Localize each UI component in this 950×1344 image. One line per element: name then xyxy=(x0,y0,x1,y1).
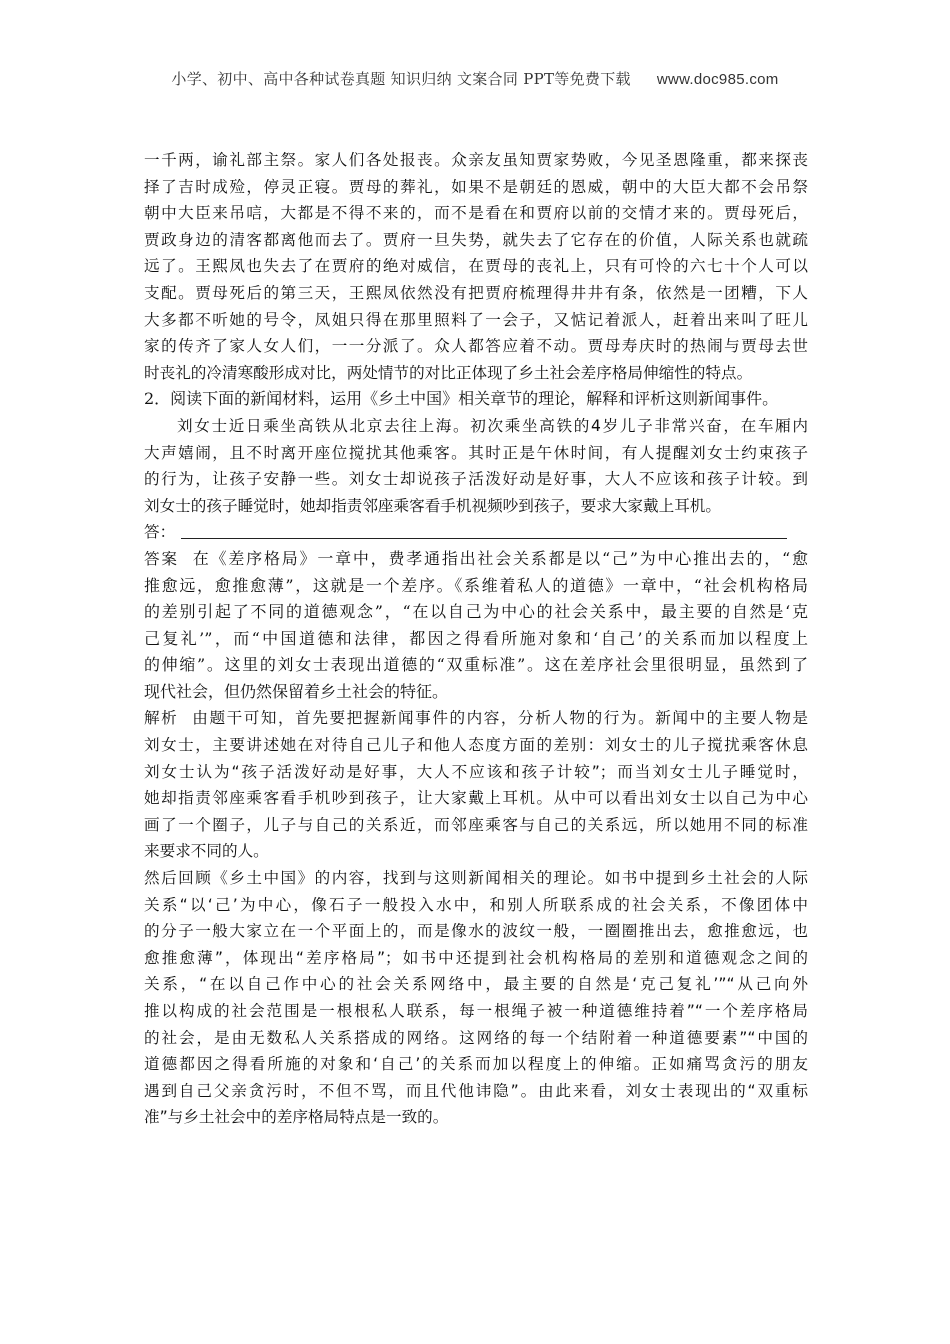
news-line: 大声嬉闹，且不时离开座位搅扰其他乘客。其时正是午休时间，有人提醒刘女士约束孩子 xyxy=(144,443,808,462)
question-2 xyxy=(144,386,808,546)
analysis-line: 关系“以‘己’为中心，像石子一般投入水中，和别人所联系成的社会关系，不像团体中 xyxy=(144,895,808,914)
passage-line: 支配。贾母死后的第三天，王熙凤依然没有把贾府梳理得井井有条，依然是一团糟，下人 xyxy=(144,283,808,302)
passage-line: 时丧礼的冷清寒酸形成对比，两处情节的对比正体现了乡土社会差序格局伸缩性的特点。 xyxy=(144,363,753,382)
passage-line: 远了。王熙凤也失去了在贾府的绝对威信，在贾母的丧礼上，只有可怜的六七十个人可以 xyxy=(144,257,808,276)
passage-line: 家的传齐了家人女人们，一一分派了。众人都答应着不动。贾母寿庆时的热闹与贾母去世 xyxy=(144,337,808,356)
news-line: 的行为，让孩子安静一些。刘女士却说孩子活泼好动是好事，大人不应该和孩子计较。到 xyxy=(144,470,808,489)
analysis-line: 关系，“在以自己作中心的社会关系网络中，最主要的自然是‘克己复礼’”“从己向外 xyxy=(144,975,808,994)
analysis-line: 遇到自己父亲贪污时，不但不骂，而且代他讳隐”。由此来看，刘女士表现出的“双重标 xyxy=(144,1081,808,1100)
analysis-line: 推以构成的社会范围是一根根私人联系，每一根绳子被一种道德维持着”“一个差序格局 xyxy=(144,1002,808,1020)
analysis-line: 来要求不同的人。 xyxy=(144,842,269,861)
answer-text: 在《差序格局》一章中，费孝通指出社会关系都是以“己”为中心推出去的，“愈 xyxy=(192,548,808,568)
analysis-line: 然后回顾《乡土中国》的内容，找到与这则新闻相关的理论。如书中提到乡土社会的人际 xyxy=(144,869,808,888)
analysis-section xyxy=(144,705,808,1131)
answer-section xyxy=(144,546,808,706)
passage-line: 择了吉时成殓，停灵正寝。贾母的葬礼，如果不是朝廷的恩威，朝中的大臣大都不会吊祭 xyxy=(144,177,808,196)
analysis-line: 她却指责邻座乘客看手机吵到孩子，让大家戴上耳机。从中可以看出刘女士以自己为中心 xyxy=(144,789,808,808)
passage-line: 朝中大臣来吊唁，大都是不得不来的，而不是看在和贾府以前的交情才来的。贾母死后， xyxy=(144,204,808,223)
news-line: 刘女士近日乘坐高铁从北京去往上海。初次乘坐高铁的4岁儿子非常兴奋，在车厢内 xyxy=(177,416,808,435)
passage-line: 大多都不听她的号令，凤姐只得在那里照料了一会子，又惦记着派人，赶着出来叫了旺儿 xyxy=(144,310,808,329)
answer-line: 的伸缩”。这里的刘女士表现出道德的“双重标准”。这在差序社会里很明显，虽然到了 xyxy=(144,655,808,675)
document-body xyxy=(144,147,808,1131)
header-url[interactable]: www.doc985.com xyxy=(656,71,779,88)
analysis-line: 愈推愈薄”，体现出“差序格局”；如书中还提到社会机构格局的差别和道德观念之间的 xyxy=(144,948,808,967)
analysis-label: 解析 xyxy=(144,709,179,728)
answer-line: 己复礼’”，而“中国道德和法律，都因之得看所施对象和‘自己’的关系而加以程度上 xyxy=(144,628,808,648)
analysis-line xyxy=(144,705,808,732)
analysis-line: 准”与乡土社会中的差序格局特点是一致的。 xyxy=(144,1108,449,1127)
header-text: 小学、初中、高中各种试卷真题 知识归纳 文案合同 PPT等免费下载 xyxy=(171,70,631,88)
page-header xyxy=(0,68,950,89)
answer-label: 答案 xyxy=(144,549,179,568)
analysis-line: 刘女士认为“孩子活泼好动是好事，大人不应该和孩子计较”；而当刘女士儿子睡觉时， xyxy=(144,762,808,781)
answer-line: 现代社会，但仍然保留着乡土社会的特征。 xyxy=(144,681,449,701)
analysis-line: 道德都因之得看所施的对象和‘自己’的关系而加以程度上的伸缩。正如痛骂贪污的朋友 xyxy=(144,1055,808,1074)
answer-prompt-row xyxy=(144,519,808,546)
analysis-text: 由题干可知，首先要把握新闻事件的内容，分析人物的行为。新闻中的主要人物是 xyxy=(192,709,808,728)
answer-line: 的差别引起了不同的道德观念”，“在以自己为中心的社会关系中，最主要的自然是‘克 xyxy=(144,602,808,622)
analysis-line: 的分子一般大家立在一个平面上的，而是像水的波纹一般，一圈圈推出去，愈推愈远，也 xyxy=(144,922,808,941)
answer-blank-line[interactable] xyxy=(181,522,787,539)
answer-line: 推愈远，愈推愈薄”，这就是一个差序。《系维着私人的道德》一章中，“社会机构格局 xyxy=(144,575,808,595)
question-title: 2．阅读下面的新闻材料，运用《乡土中国》相关章节的理论，解释和评析这则新闻事件。 xyxy=(144,389,779,409)
analysis-line: 画了一个圈子，儿子与自己的关系近，而邻座乘客与自己的关系远，所以她用不同的标准 xyxy=(144,815,808,834)
passage-line: 贾政身边的清客都离他而去了。贾府一旦失势，就失去了它存在的价值，人际关系也就疏 xyxy=(144,230,808,249)
passage xyxy=(144,147,808,386)
passage-line: 一千两，谕礼部主祭。家人们各处报丧。众亲友虽知贾家势败，今见圣恩隆重，都来探丧 xyxy=(144,151,808,169)
answer-prompt: 答： xyxy=(144,523,176,542)
analysis-line: 的社会，是由无数私人关系搭成的网络。这网络的每一个结附着一种道德要素”“中国的 xyxy=(144,1028,808,1047)
answer-line xyxy=(144,546,808,573)
news-line: 刘女士的孩子睡觉时，她却指责邻座乘客看手机视频吵到孩子，要求大家戴上耳机。 xyxy=(144,496,721,515)
analysis-line: 刘女士，主要讲述她在对待自己儿子和他人态度方面的差别：刘女士的儿子搅扰乘客休息 xyxy=(144,736,808,755)
